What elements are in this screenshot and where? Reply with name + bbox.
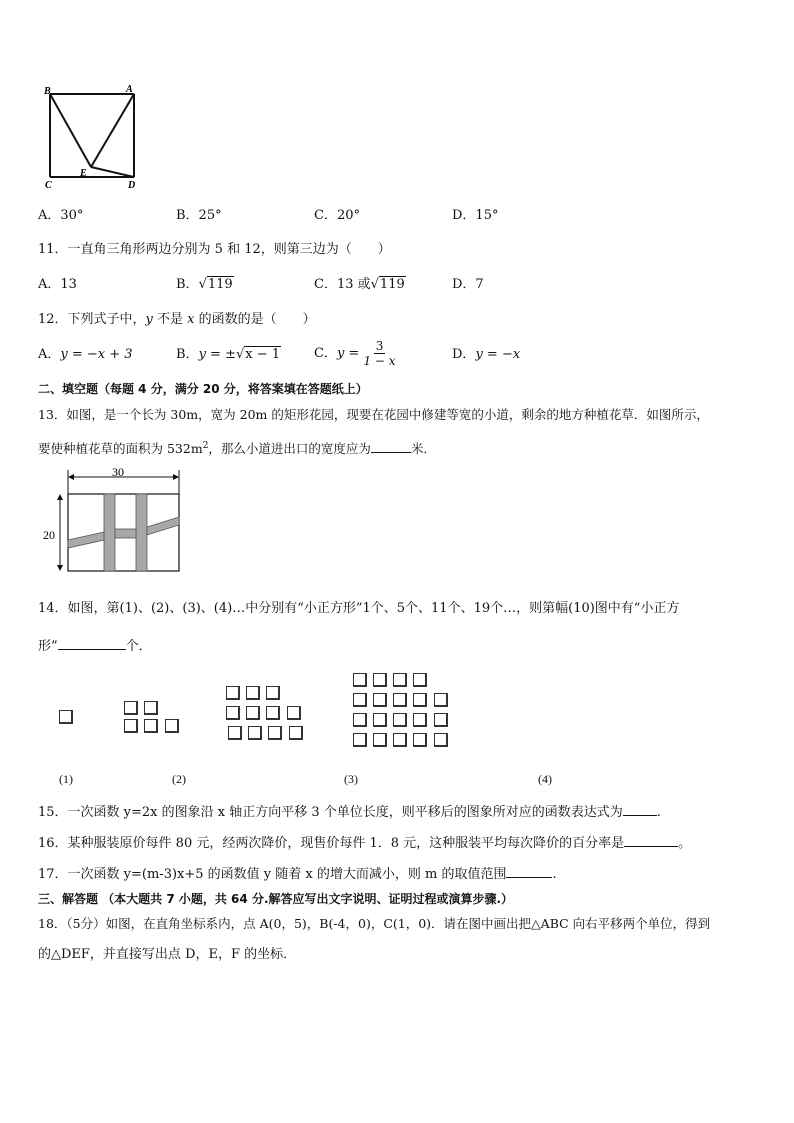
q17-suffix: . xyxy=(552,867,557,882)
q14-line2-suffix: 个． xyxy=(125,639,152,654)
q12-var-y: y xyxy=(145,312,153,327)
q11-option-b: B．√119 xyxy=(176,277,233,292)
label-d: D xyxy=(128,180,136,191)
q14-line2 xyxy=(38,636,152,656)
q13-line2-mid: ，那么小道进出口的宽度应为 xyxy=(208,441,371,457)
label-a: A xyxy=(126,84,133,95)
small-square xyxy=(413,733,427,747)
small-square xyxy=(287,706,301,720)
q17-answer-blank[interactable] xyxy=(506,864,552,878)
q14-line1: 14．如图，第(1)、(2)、(3)、(4)…中分别有“小正方形”1个、5个、11个、19个…，则第幅(10)图中有“小正方 xyxy=(38,601,680,616)
q13-superscript: 2 xyxy=(202,441,209,451)
figure-label-1: (1) xyxy=(59,772,73,786)
q13-line2-suffix: 米． xyxy=(410,441,436,457)
figure-label-4: (4) xyxy=(538,772,552,786)
small-square xyxy=(59,710,73,724)
small-square xyxy=(373,693,387,707)
small-square xyxy=(353,673,367,687)
q13-line1: 13．如图，是一个长为 30m，宽为 20m 的矩形花园，现要在花园中修建等宽的小道，剩余的地方种植花草．如图所示， xyxy=(38,407,709,422)
q13-answer-blank[interactable] xyxy=(371,439,411,453)
q10-option-d: D．15° xyxy=(452,208,499,223)
q10-option-c: C．20° xyxy=(314,208,360,223)
q12-b-expr: y = ± xyxy=(198,347,236,362)
q10-option-a: A．30° xyxy=(38,208,84,223)
small-square xyxy=(413,693,427,707)
square-figure xyxy=(38,84,148,194)
q16-answer-blank[interactable] xyxy=(624,833,678,847)
small-square xyxy=(124,719,138,733)
section-2-title: 二、填空题（每题 4 分，满分 20 分，将答案填在答题纸上） xyxy=(38,382,368,396)
q12-var-x: x xyxy=(187,312,195,327)
section-3-title: 三、解答题 （本大题共 7 小题，共 64 分.解答应写出文字说明、证明过程或演算步骤.） xyxy=(38,892,514,906)
q15-prefix: 15．一次函数 y=2x 的图象沿 x 轴正方向平移 3 个单位长度，则平移后的图象所对应的函数表达式为 xyxy=(38,805,623,820)
q11-c-radicand: 119 xyxy=(379,277,405,292)
q18-line1: 18．（5分）如图，在直角坐标系内，点 A(0，5)，B(-4，0)，C(1，0)．请在图中画出把△ABC 向右平移两个单位，得到 xyxy=(38,916,711,931)
q11-c-prefix: C．13 或 xyxy=(314,277,371,292)
small-square xyxy=(353,693,367,707)
small-square xyxy=(434,693,448,707)
small-square xyxy=(226,706,240,720)
garden-height-label: 20 xyxy=(43,528,55,542)
small-square xyxy=(434,733,448,747)
q14-answer-blank[interactable] xyxy=(58,636,126,650)
q18-line2: 的△DEF，并直接写出点 D，E，F 的坐标． xyxy=(38,947,297,962)
small-square xyxy=(266,706,280,720)
label-c: C xyxy=(45,180,52,191)
small-square xyxy=(393,733,407,747)
q16-prefix: 16．某种服装原价每件 80 元，经两次降价，现售价每件 1．8 元，这种服装平均每次降价的百分率是 xyxy=(38,836,625,851)
q11-b-radicand: 119 xyxy=(207,277,233,292)
q12-text xyxy=(38,311,316,329)
q12-text-prefix: 12．下列式子中， xyxy=(38,312,146,327)
label-e: E xyxy=(80,168,87,179)
q10-option-b: B．25° xyxy=(176,208,222,223)
label-b: B xyxy=(44,86,51,97)
small-square xyxy=(165,719,179,733)
small-square xyxy=(393,693,407,707)
q12-c-denominator: 1 − x xyxy=(363,354,396,368)
q12-b-prefix: B． xyxy=(176,347,199,362)
small-square xyxy=(434,713,448,727)
q15-text xyxy=(38,802,661,822)
small-square xyxy=(353,713,367,727)
garden-width-label: 30 xyxy=(112,465,124,479)
q15-suffix: . xyxy=(656,805,661,820)
garden-figure xyxy=(38,464,188,576)
q11-text: 11．一直角三角形两边分别为 5 和 12，则第三边为（ ） xyxy=(38,242,391,257)
figure-label-3: (3) xyxy=(344,772,358,786)
q14-line2-prefix: 形” xyxy=(38,639,58,654)
q12-text-suffix: 的函数的是（ ） xyxy=(194,312,316,327)
q12-option-d xyxy=(452,346,520,364)
small-square xyxy=(144,701,158,715)
q12-c-lhs: y = xyxy=(336,346,360,361)
q12-a-expr: y = −x + 3 xyxy=(60,347,133,362)
small-square xyxy=(228,726,242,740)
small-square xyxy=(246,706,260,720)
small-square xyxy=(393,673,407,687)
small-square xyxy=(268,726,282,740)
q12-d-expr: y = −x xyxy=(475,347,521,362)
q12-c-numerator: 3 xyxy=(375,339,384,353)
q17-text xyxy=(38,864,557,884)
small-square xyxy=(373,733,387,747)
small-square xyxy=(124,701,138,715)
q16-suffix: 。 xyxy=(678,836,692,851)
small-square xyxy=(393,713,407,727)
q11-option-d: D．7 xyxy=(452,277,484,292)
q12-a-prefix: A． xyxy=(38,347,61,362)
q15-answer-blank[interactable] xyxy=(623,802,657,816)
small-square xyxy=(226,686,240,700)
q16-text xyxy=(38,833,691,853)
figure-label-2: (2) xyxy=(172,772,186,786)
q12-b-radicand: x − 1 xyxy=(245,347,281,362)
q11-option-a: A．13 xyxy=(38,277,77,292)
q13-line2 xyxy=(38,437,436,458)
small-square xyxy=(413,673,427,687)
q12-option-b: B．y = ±√x − 1 xyxy=(176,347,281,362)
small-square xyxy=(246,686,260,700)
q12-option-a xyxy=(38,346,133,364)
small-square xyxy=(373,713,387,727)
small-square xyxy=(289,726,303,740)
small-square xyxy=(413,713,427,727)
q12-text-mid: 不是 xyxy=(152,312,188,327)
q12-d-prefix: D． xyxy=(452,347,476,362)
small-square xyxy=(373,673,387,687)
small-square xyxy=(266,686,280,700)
small-square xyxy=(248,726,262,740)
q13-line2-prefix: 要使种植花草的面积为 532m xyxy=(38,441,203,457)
q12-option-c xyxy=(314,338,396,370)
q11-option-c: C．13 或√119 xyxy=(314,277,405,292)
q12-c-prefix: C． xyxy=(314,346,337,361)
q11-b-prefix: B． xyxy=(176,277,199,292)
small-square xyxy=(144,719,158,733)
small-square xyxy=(353,733,367,747)
q17-prefix: 17．一次函数 y=(m-3)x+5 的函数值 y 随着 x 的增大而减小，则 m 的取值范围 xyxy=(38,867,507,882)
